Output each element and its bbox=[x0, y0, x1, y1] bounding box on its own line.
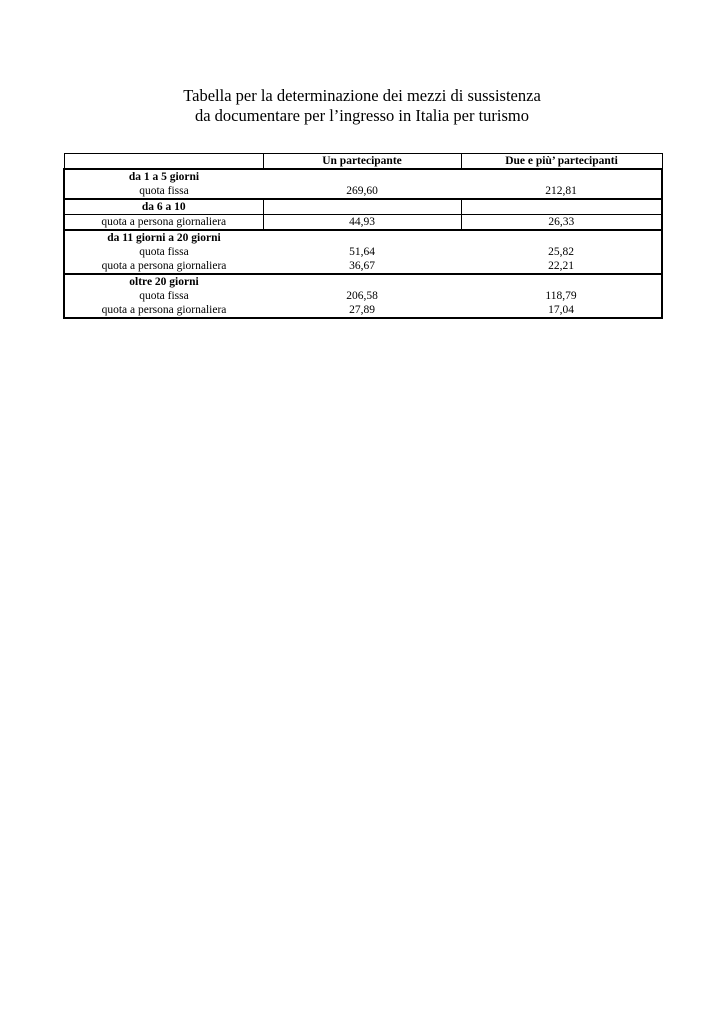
table-cell bbox=[461, 230, 662, 245]
table-cell bbox=[461, 169, 662, 184]
group-heading-row bbox=[64, 274, 662, 289]
title-line-1: Tabella per la determinazione dei mezzi di sussistenza bbox=[183, 86, 541, 105]
value-two-or-more: 118,79 bbox=[461, 289, 662, 303]
header-one-participant: Un partecipante bbox=[263, 154, 461, 170]
table-header-row bbox=[64, 154, 662, 170]
table-row bbox=[64, 289, 662, 303]
table-cell bbox=[461, 274, 662, 289]
header-two-or-more-participants: Due e più’ partecipanti bbox=[461, 154, 662, 170]
title-line-2: da documentare per l’ingresso in Italia per turismo bbox=[194, 106, 529, 125]
value-one-participant: 206,58 bbox=[346, 290, 378, 302]
value-one-participant: 51,64 bbox=[349, 246, 375, 258]
group-heading: da 1 a 5 giorni bbox=[64, 169, 263, 184]
row-label: quota fissa bbox=[64, 245, 263, 259]
table-row bbox=[64, 259, 662, 274]
value-two-or-more: 26,33 bbox=[461, 215, 662, 231]
table-cell bbox=[263, 169, 461, 184]
group-heading: da 6 a 10 bbox=[64, 199, 263, 215]
value-one-participant: 36,67 bbox=[349, 260, 375, 272]
group-heading-row bbox=[64, 169, 662, 184]
group-heading-row bbox=[64, 199, 662, 215]
group-heading: da 11 giorni a 20 giorni bbox=[64, 230, 263, 245]
table-row bbox=[64, 303, 662, 318]
row-label: quota a persona giornaliera bbox=[64, 215, 263, 231]
group-heading: oltre 20 giorni bbox=[64, 274, 263, 289]
value-two-or-more: 212,81 bbox=[461, 184, 662, 199]
group-heading-row bbox=[64, 230, 662, 245]
table-cell bbox=[263, 230, 461, 245]
header-empty bbox=[64, 154, 263, 170]
value-two-or-more: 17,04 bbox=[461, 303, 662, 318]
subsistence-table bbox=[63, 153, 663, 319]
value-one-participant: 44,93 bbox=[263, 215, 461, 231]
table-cell bbox=[461, 199, 662, 215]
table-cell bbox=[263, 274, 461, 289]
table-row bbox=[64, 245, 662, 259]
row-label: quota fissa bbox=[64, 184, 263, 199]
table-cell bbox=[263, 199, 461, 215]
row-label: quota fissa bbox=[64, 289, 263, 303]
value-one-participant: 27,89 bbox=[263, 303, 461, 318]
value-two-or-more: 22,21 bbox=[461, 259, 662, 274]
row-label: quota a persona giornaliera bbox=[64, 259, 263, 274]
row-label: quota a persona giornaliera bbox=[64, 303, 263, 318]
table-row bbox=[64, 215, 662, 231]
table-row bbox=[64, 184, 662, 199]
document-title bbox=[0, 86, 724, 126]
value-two-or-more: 25,82 bbox=[461, 245, 662, 259]
value-one-participant: 269,60 bbox=[346, 185, 378, 197]
